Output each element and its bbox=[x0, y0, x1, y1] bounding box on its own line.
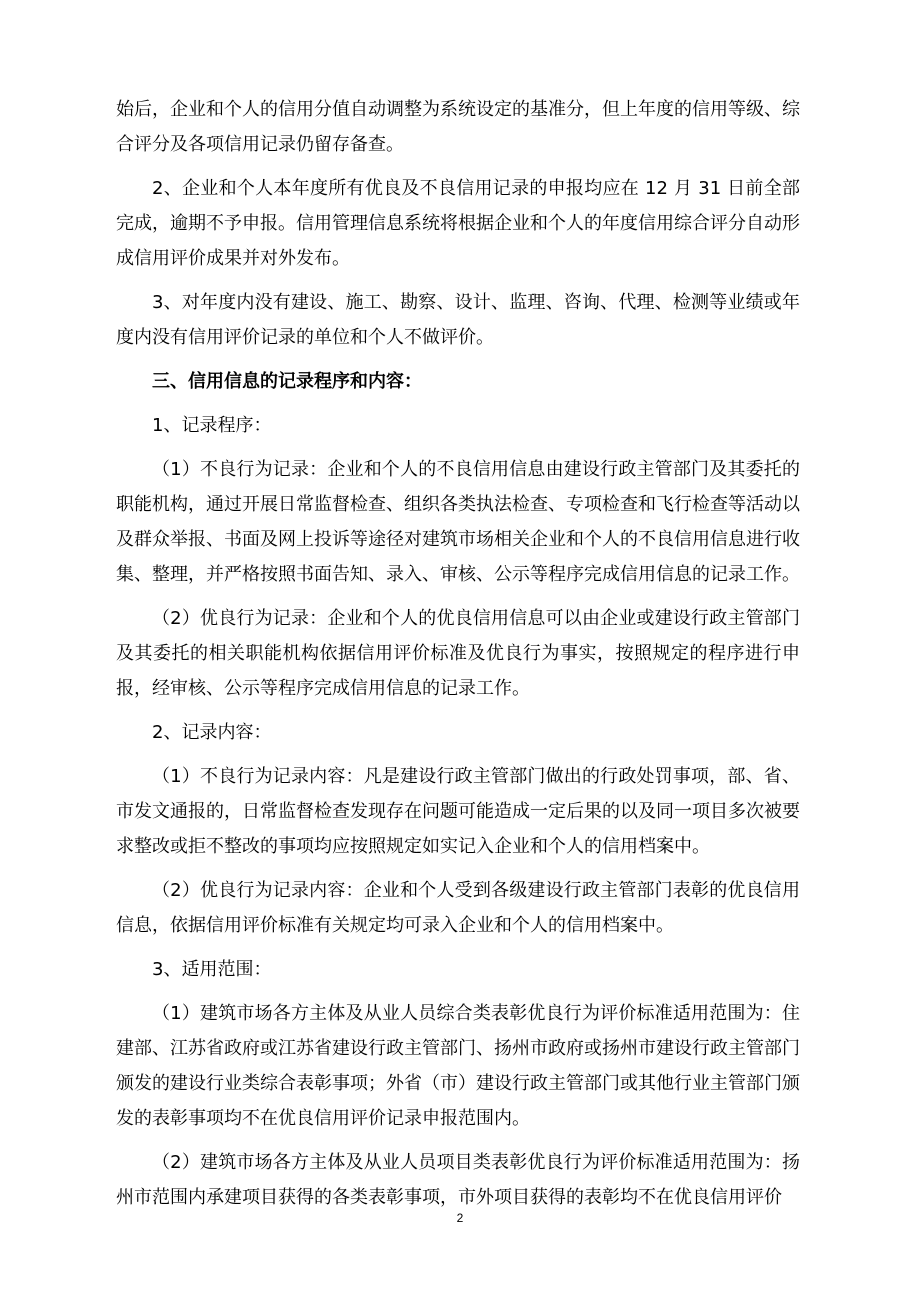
document-body bbox=[116, 92, 800, 1224]
paragraph-scope-project: （2）建筑市场各方主体及从业人员项目类表彰优良行为评价标准适用范围为：扬州市范围内承建项目获得的各类表彰事项，市外项目获得的表彰均不在优良信用评价 bbox=[116, 1152, 800, 1208]
paragraph-bad-behavior-record: （1）不良行为记录：企业和个人的不良信用信息由建设行政主管部门及其委托的职能机构，通过开展日常监督检查、组织各类执法检查、专项检查和飞行检查等活动以及群众举报、书面及网上投诉等途径对建筑市场相关企业和个人的不良信用信息进行收集、整理，并严格按照书面告知、录入、审核、公示等程序完成信用信息的记录工作。 bbox=[116, 459, 800, 585]
paragraph-good-behavior-content: （2）优良行为记录内容：企业和个人受到各级建设行政主管部门表彰的优良信用信息，依据信用评价标准有关规定均可录入企业和个人的信用档案中。 bbox=[116, 880, 800, 936]
subsection-heading-scope: 3、适用范围： bbox=[152, 959, 272, 980]
section-heading: 三、信用信息的记录程序和内容： bbox=[152, 371, 422, 392]
subsection-heading-record-content: 2、记录内容： bbox=[152, 722, 272, 743]
subsection-heading-record-procedure: 1、记录程序： bbox=[152, 415, 272, 436]
paragraph-item-3: 3、对年度内没有建设、施工、勘察、设计、监理、咨询、代理、检测等业绩或年度内没有信用评价记录的单位和个人不做评价。 bbox=[116, 292, 800, 348]
page-number: 2 bbox=[456, 1211, 464, 1225]
paragraph-continuation: 始后，企业和个人的信用分值自动调整为系统设定的基准分，但上年度的信用等级、综合评分及各项信用记录仍留存备查。 bbox=[116, 99, 800, 155]
paragraph-good-behavior-record: （2）优良行为记录：企业和个人的优良信用信息可以由企业或建设行政主管部门及其委托的相关职能机构依据信用评价标准及优良行为事实，按照规定的程序进行申报，经审核、公示等程序完成信用信息的记录工作。 bbox=[116, 608, 800, 699]
paragraph-bad-behavior-content: （1）不良行为记录内容：凡是建设行政主管部门做出的行政处罚事项，部、省、市发文通报的，日常监督检查发现存在问题可能造成一定后果的以及同一项目多次被要求整改或拒不整改的事项均应按照规定如实记入企业和个人的信用档案中。 bbox=[116, 766, 800, 857]
paragraph-scope-comprehensive: （1）建筑市场各方主体及从业人员综合类表彰优良行为评价标准适用范围为：住建部、江苏省政府或江苏省建设行政主管部门、扬州市政府或扬州市建设行政主管部门颁发的建设行业类综合表彰事项；外省（市）建设行政主管部门或其他行业主管部门颁发的表彰事项均不在优良信用评价记录申报范围内。 bbox=[116, 1003, 800, 1129]
paragraph-item-2: 2、企业和个人本年度所有优良及不良信用记录的申报均应在 12 月 31 日前全部完成，逾期不予申报。信用管理信息系统将根据企业和个人的年度信用综合评分自动形成信用评价成果并对外发布。 bbox=[116, 178, 800, 269]
